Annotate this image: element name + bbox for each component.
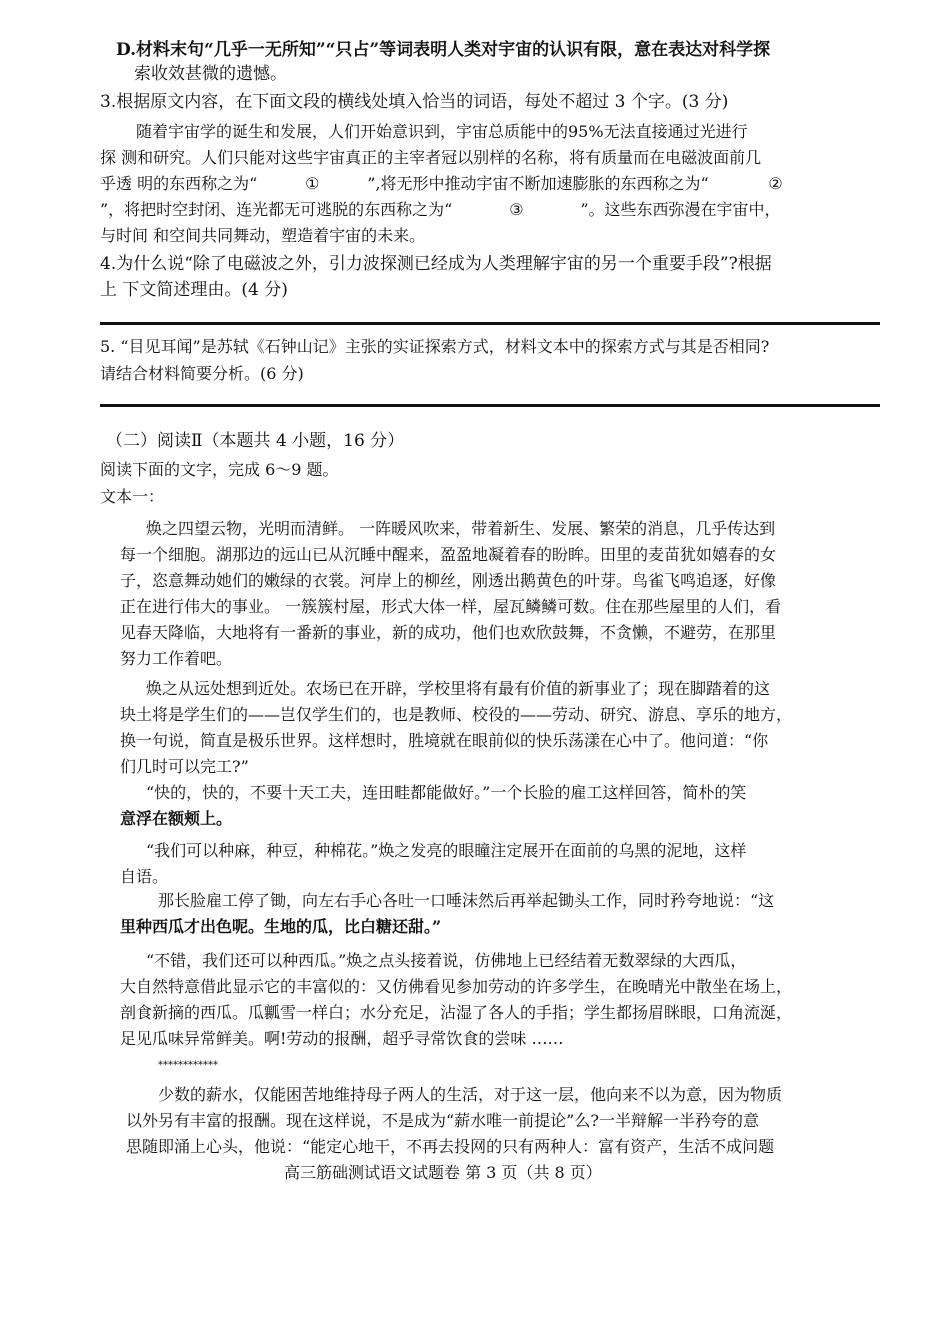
q2-option-d-line2: 索收效甚微的遗憾。 <box>134 64 287 84</box>
q3-text-line5: 与时间 和空间共同舞动，塑造着宇宙的未来。 <box>100 226 426 245</box>
q3-blank-3: ③ <box>509 200 524 219</box>
q4-answer-line <box>100 322 880 325</box>
passage-line: 努力工作着吧。 <box>120 649 233 668</box>
passage-line: 大自然特意借此显示它的丰富似的：又仿佛看见参加劳动的许多学生，在晚晴光中散坐在场上， <box>120 977 793 996</box>
q2-option-d-line1: D.材料末句“几乎一无所知”“只占”等词表明人类对宇宙的认识有限，意在表达对科学探 <box>116 40 771 60</box>
q3-text-line2: 探 测和研究。人们只能对这些宇宙真正的主宰者冠以别样的名称，将有质量而在电磁波面前几 <box>100 148 762 167</box>
passage-line: 少数的薪水，仅能困苦地维持母子两人的生活，对于这一层，他向来不以为意，因为物质 <box>158 1085 783 1104</box>
q3-text-line4 <box>100 199 781 221</box>
passage-line: 思随即涌上心头，他说：“能定心地干，不再去投网的只有两种人：富有资产，生活不成问题 <box>126 1137 775 1156</box>
passage-line: 焕之四望云物，光明而清鲜。 一阵暖风吹来，带着新生、发展、繁荣的消息，几乎传达到 <box>146 519 776 538</box>
q3-line4-part-a: ”，将把时空封闭、连光都无可逃脱的东西称之为“ <box>100 200 453 219</box>
q3-blank-2: ② <box>768 174 783 193</box>
q3-line4-part-b: ”。这些东西弥漫在宇宙中， <box>580 200 781 219</box>
q3-blank-1: ① <box>305 174 320 193</box>
section2-instruction: 阅读下面的文字，完成 6～9 题。 <box>100 460 339 479</box>
passage-line: 那长脸雇工停了锄，向左右手心各吐一口唾沫然后再举起锄头工作，同时矜夸地说：“这 <box>158 891 775 910</box>
omission-dots: ************ <box>158 1060 218 1071</box>
q5-answer-line <box>100 404 880 407</box>
q3-line3-part-a: 乎透 明的东西称之为“ <box>100 174 258 193</box>
page-footer: 高三筋础测试语文试题卷 第 3 页（共 8 页） <box>284 1163 602 1182</box>
passage-line: 以外另有丰富的报酬。现在这样说，不是成为“薪水唯一前提论”么?一半辩解一半矜夸的意 <box>126 1111 759 1130</box>
passage-line: 足见瓜味异常鲜美。啊!劳动的报酬，超乎寻常饮食的尝味 …… <box>120 1029 564 1048</box>
passage-line: 自语。 <box>120 867 169 886</box>
passage-line: 换一句说，简直是极乐世界。这样想时，胜境就在眼前似的快乐荡漾在心中了。他问道：“你 <box>120 731 769 750</box>
section2-text-label: 文本一： <box>100 487 165 506</box>
q4-line2: 上 下文简述理由。(4 分) <box>100 280 288 300</box>
passage-line: 焕之从远处想到近处。农场已在开辟，学校里将有最有价值的新事业了；现在脚踏着的这 <box>146 679 771 698</box>
passage-line: 们几时可以完工?” <box>120 757 249 776</box>
passage-line: 正在进行伟大的事业。 一簇簇村屋，形式大体一样，屋瓦鳞鳞可数。住在那些屋里的人们，看 <box>120 597 782 616</box>
passage-line: 意浮在额颊上。 <box>120 809 233 828</box>
q3-text-line3 <box>100 173 783 195</box>
q4-line1: 4.为什么说“除了电磁波之外，引力波探测已经成为人类理解宇宙的另一个重要手段”?根据 <box>100 254 772 274</box>
passage-line: 块土将是学生们的——岂仅学生们的，也是教师、校役的——劳动、研究、游息、享乐的地方， <box>120 705 793 724</box>
q3-stem: 3.根据原文内容，在下面文段的横线处填入恰当的词语，每处不超过 3 个字。(3 分) <box>100 92 729 112</box>
q5-line2: 请结合材料简要分析。(6 分) <box>100 364 304 383</box>
passage-line: 剖食新摘的西瓜。瓜瓤雪一样白；水分充足，沾湿了各人的手指；学生都扬眉眯眼，口角流涎， <box>120 1003 793 1022</box>
passage-line: “快的，快的，不要十天工夫，连田畦都能做好。”一个长脸的雇工这样回答，简朴的笑 <box>146 783 747 802</box>
q3-text-line1: 随着宇宙学的诞生和发展，人们开始意识到，宇宙总质能中的95%无法直接通过光进行 <box>136 122 748 141</box>
section2-heading: （二）阅读Ⅱ（本题共 4 小题，16 分） <box>106 431 405 451</box>
q3-line3-part-b: ”,将无形中推动宇宙不断加速膨胀的东西称之为“ <box>367 174 709 193</box>
passage-line: 子，恣意舞动她们的嫩绿的衣裳。河岸上的柳丝，刚透出鹅黄色的叶芽。鸟雀飞鸣追逐，好像 <box>120 571 777 590</box>
passage-line: 里种西瓜才出色呢。生地的瓜，比白糖还甜。” <box>120 917 442 936</box>
passage-line: 每一个细胞。湖那边的远山已从沉睡中醒来，盈盈地凝着春的盼眸。田里的麦苗犹如嬉春的女 <box>120 545 777 564</box>
passage-line: 见春天降临，大地将有一番新的事业，新的成功，他们也欢欣鼓舞，不贪懒，不避劳，在那里 <box>120 623 777 642</box>
passage-line: “我们可以种麻，种豆，种棉花。”焕之发亮的眼瞳注定展开在面前的乌黑的泥地，这样 <box>146 841 747 860</box>
q5-line1: 5. “目见耳闻”是苏轼《石钟山记》主张的实证探索方式，材料文本中的探索方式与其是否相同? <box>100 337 770 356</box>
passage-line: “不错，我们还可以种西瓜。”焕之点头接着说，仿佛地上已经结着无数翠绿的大西瓜， <box>146 951 747 970</box>
